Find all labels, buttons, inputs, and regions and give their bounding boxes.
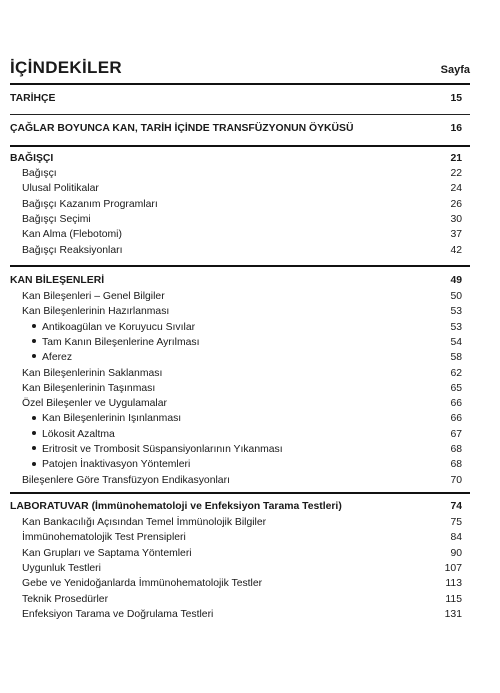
item-label (22, 381, 155, 397)
toc-item[interactable] (10, 304, 470, 320)
toc-subitem[interactable] (10, 457, 470, 473)
toc-item[interactable] (10, 546, 470, 562)
item-page-number: 90 (450, 547, 462, 559)
toc-item[interactable] (10, 561, 470, 577)
item-text: Uygunluk Testleri (22, 562, 101, 574)
item-label (32, 350, 72, 366)
item-text: Ulusal Politikalar (22, 183, 99, 195)
item-text: Antikoagülan ve Koruyucu Sıvılar (42, 321, 196, 333)
item-text: Bağışçı (22, 168, 57, 179)
toc-item[interactable] (10, 473, 470, 489)
section-page-number: 74 (450, 501, 462, 512)
item-label (22, 181, 99, 197)
section-title: ÇAĞLAR BOYUNCA KAN, TARİH İÇİNDE TRANSFÜZYONUN ÖYKÜSÜ (10, 123, 354, 134)
item-text: Bağışçı Kazanım Programları (22, 198, 158, 210)
item-text: Kan Bileşenlerinin Saklanması (22, 367, 163, 379)
item-text: Bağışçı Reaksiyonları (22, 244, 123, 256)
item-text: Kan Bileşenleri – Genel Bilgiler (22, 291, 165, 302)
item-page-number: 66 (450, 413, 462, 425)
section-page-number: 15 (450, 93, 462, 104)
bullet-icon (32, 416, 36, 420)
toc-subitem[interactable] (10, 320, 470, 336)
item-label (22, 396, 167, 412)
item-text: İmmünohematolojik Test Prensipleri (22, 532, 186, 544)
item-label (32, 335, 199, 351)
section-page-number: 16 (450, 123, 462, 134)
item-page-number: 58 (450, 352, 462, 364)
toc-subitem[interactable] (10, 427, 470, 443)
item-text: Aferez (42, 352, 73, 364)
item-page-number: 75 (450, 517, 462, 528)
toc-subitem[interactable] (10, 411, 470, 427)
item-text: Enfeksiyon Tarama ve Doğrulama Testleri (22, 608, 214, 620)
section-divider (10, 83, 470, 85)
toc-item[interactable] (10, 576, 470, 592)
bullet-icon (32, 324, 36, 328)
item-page-number: 37 (450, 229, 462, 241)
bullet-icon (32, 354, 36, 358)
item-page-number: 65 (450, 382, 462, 394)
toc-item[interactable] (10, 607, 470, 623)
toc-item[interactable] (10, 243, 470, 259)
item-label (32, 427, 115, 443)
item-page-number: 68 (450, 444, 462, 455)
item-text: Kan Bankacılığı Açısından Temel İmmünolojik Bilgiler (22, 517, 267, 528)
item-text: Gebe ve Yenidoğanlarda İmmünohematolojik Testler (22, 578, 263, 590)
bullet-icon (32, 446, 36, 450)
item-text: Patojen İnaktivasyon Yöntemleri (42, 459, 191, 471)
item-page-number: 26 (450, 198, 462, 210)
item-label (22, 289, 165, 305)
item-text: Teknik Prosedürler (22, 593, 109, 605)
item-page-number: 62 (450, 367, 462, 379)
item-page-number: 66 (450, 398, 462, 410)
item-label (22, 576, 262, 592)
item-label (22, 304, 169, 320)
toc-item[interactable] (10, 227, 470, 243)
section-divider (10, 145, 470, 147)
toc-section-heading[interactable] (10, 91, 470, 107)
toc-item[interactable] (10, 530, 470, 546)
bullet-icon (32, 462, 36, 466)
item-page-number: 113 (445, 578, 462, 590)
item-text: Eritrosit ve Trombosit Süspansiyonlarının Yıkanması (42, 444, 283, 455)
toc-section-heading[interactable] (10, 121, 470, 137)
item-label (22, 561, 101, 577)
item-page-number: 53 (450, 321, 462, 333)
toc-item[interactable] (10, 396, 470, 412)
item-label (32, 411, 181, 427)
item-page-number: 53 (450, 306, 462, 318)
bullet-icon (32, 339, 36, 343)
section-title: LABORATUVAR (İmmünohematoloji ve Enfeksiyon Tarama Testleri) (10, 501, 342, 512)
section-divider (10, 265, 470, 267)
toc-subitem[interactable] (10, 442, 470, 458)
item-label (22, 366, 162, 382)
bullet-icon (32, 431, 36, 435)
toc-section-heading[interactable] (10, 151, 470, 167)
item-page-number: 54 (450, 336, 462, 348)
page-title: İÇİNDEKİLER (10, 58, 122, 77)
item-label (22, 473, 230, 489)
item-page-number: 68 (450, 459, 462, 471)
item-label (32, 442, 283, 458)
item-page-number: 30 (450, 213, 462, 225)
item-label (22, 212, 91, 228)
item-page-number: 50 (450, 291, 462, 302)
item-text: Bileşenlere Göre Transfüzyon Endikasyonları (22, 474, 230, 486)
toc-item[interactable] (10, 166, 470, 182)
item-page-number: 115 (445, 593, 462, 605)
toc-section-heading[interactable] (10, 499, 470, 515)
section-page-number: 49 (450, 275, 462, 286)
item-label (32, 320, 195, 336)
toc-item[interactable] (10, 197, 470, 213)
item-label (22, 166, 57, 182)
item-label (22, 243, 123, 259)
item-text: Kan Bileşenlerinin Işınlanması (42, 413, 182, 425)
item-label (22, 530, 186, 546)
item-page-number: 24 (450, 183, 462, 195)
toc-item[interactable] (10, 366, 470, 382)
item-page-number: 107 (444, 562, 462, 574)
toc-item[interactable] (10, 289, 470, 305)
section-title: KAN BİLEŞENLERİ (10, 275, 105, 286)
section-divider (10, 492, 470, 494)
section-divider (10, 114, 470, 115)
item-text: Bağışçı Seçimi (22, 213, 91, 225)
page-column-label: Sayfa (440, 64, 470, 76)
toc-section-heading[interactable] (10, 273, 470, 289)
section-page-number: 21 (450, 153, 462, 164)
item-text: Kan Alma (Flebotomi) (22, 229, 122, 241)
item-text: Tam Kanın Bileşenlerine Ayrılması (42, 336, 200, 348)
toc-item[interactable] (10, 181, 470, 197)
item-page-number: 22 (450, 168, 462, 179)
toc-item[interactable] (10, 212, 470, 228)
item-page-number: 67 (450, 428, 462, 440)
item-page-number: 70 (450, 474, 462, 486)
item-text: Lökosit Azaltma (42, 428, 115, 440)
item-label (22, 515, 266, 531)
item-label (22, 197, 158, 213)
toc-item[interactable] (10, 381, 470, 397)
item-text: Kan Bileşenlerinin Taşınması (22, 382, 156, 394)
item-text: Özel Bileşenler ve Uygulamalar (22, 398, 167, 410)
toc-item[interactable] (10, 592, 470, 608)
toc-subitem[interactable] (10, 350, 470, 366)
item-page-number: 131 (444, 608, 462, 620)
toc-item[interactable] (10, 515, 470, 531)
section-title: BAĞIŞÇI (10, 153, 54, 164)
item-page-number: 84 (450, 532, 462, 544)
item-label (22, 592, 108, 608)
item-page-number: 42 (450, 244, 462, 256)
item-label (32, 457, 190, 473)
item-text: Kan Bileşenlerinin Hazırlanması (22, 306, 170, 318)
toc-subitem[interactable] (10, 335, 470, 351)
item-label (22, 546, 192, 562)
toc-header (10, 58, 470, 78)
item-label (22, 227, 122, 243)
item-label (22, 607, 213, 623)
item-text: Kan Grupları ve Saptama Yöntemleri (22, 547, 192, 559)
section-title: TARİHÇE (10, 93, 56, 104)
